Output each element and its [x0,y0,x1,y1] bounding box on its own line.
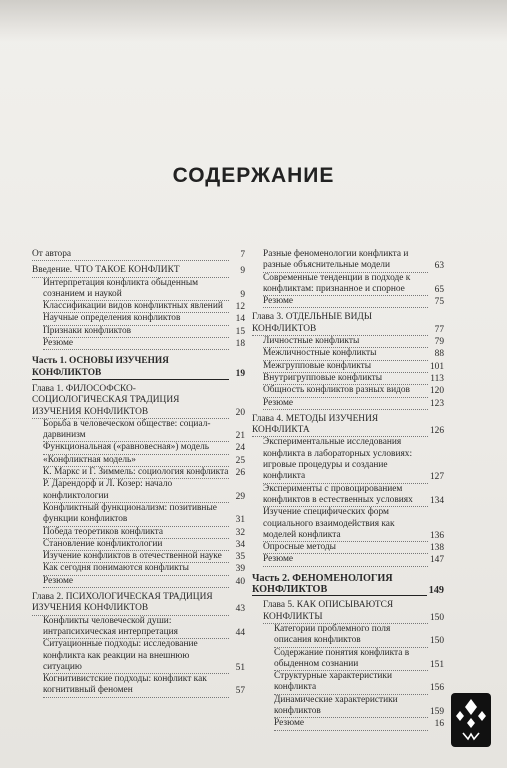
toc-entry-page: 57 [235,686,245,697]
toc-entry-title: Глава 3. ОТДЕЛЬНЫЕ ВИДЫ КОНФЛИКТОВ [252,312,428,336]
toc-entry [252,624,444,648]
toc-entry-title: Опросные методы [263,542,428,554]
toc-entry-page: 159 [429,706,444,717]
toc-entry-title: Резюме [43,576,229,588]
toc-entry-title: Изучение конфликтов в отечественной науке [43,551,229,563]
toc-entry-title: Резюме [263,296,428,308]
toc-entry-page: 147 [429,555,444,566]
toc-entry-page: 149 [428,585,444,597]
toc-entry-title: Резюме [263,398,428,410]
toc-entry-title: Динамические характеристики конфликтов [274,695,428,719]
toc-entry [32,419,245,443]
toc-entry-title: Становление конфликтологии [43,539,229,551]
toc-entry-page: 14 [235,314,245,325]
toc-entry-page: 63 [434,261,444,272]
toc-entry [252,273,444,297]
toc-entry-page: 26 [235,468,245,479]
toc-entry-title: Глава 1. ФИЛОСОФСКО-СОЦИОЛОГИЧЕСКАЯ ТРАДИЦИЯ ИЗУЧЕНИЯ КОНФЛИКТОВ [32,384,229,419]
toc-entry [32,503,245,527]
toc-entry [252,507,444,542]
toc-entry-page: 127 [429,472,444,483]
toc-entry-title: Межгрупповые конфликты [263,361,428,373]
diamond-logo-icon [451,693,491,747]
toc-entry-title: Функциональная («равновесная») модель [43,442,229,454]
toc-entry-page: 51 [235,662,245,673]
toc-entry-page: 156 [429,683,444,694]
toc-entry-page: 151 [429,659,444,670]
toc-entry [252,249,444,273]
toc-entry-title: От автора [32,249,229,261]
toc-entry [252,648,444,672]
toc-entry [32,527,245,539]
toc-entry-title: Как сегодня понимаются конфликты [43,563,229,575]
toc-entry-title: Эксперименты с провоцированием конфликтов в естественных условиях [263,484,428,508]
toc-entry [32,442,245,454]
toc-entry [252,414,444,438]
toc-entry [252,437,444,483]
toc-entry-page: 136 [429,530,444,541]
toc-entry-title: Резюме [43,338,229,350]
toc-entry [252,336,444,348]
toc-entry [252,718,444,730]
toc-entry [32,616,245,640]
toc-entry [32,639,245,674]
toc-entry-title: Научные определения конфликтов [43,313,229,325]
toc-entry [32,338,245,350]
toc-entry-title: Резюме [263,554,428,566]
toc-entry [32,479,245,503]
toc-entry [32,265,245,277]
toc-entry-title: Победа теоретиков конфликта [43,527,229,539]
toc-entry-page: 77 [434,324,444,335]
toc-entry-page: 123 [429,398,444,409]
toc-entry-page: 126 [429,426,444,437]
toc-entry-page: 16 [434,719,444,730]
toc-entry-title: Глава 4. МЕТОДЫ ИЗУЧЕНИЯ КОНФЛИКТА [252,414,428,438]
toc-entry [252,385,444,397]
toc-entry [252,373,444,385]
toc-entry-page: 31 [235,515,245,526]
toc-entry [252,542,444,554]
toc-entry-title: Ситуационные подходы: исследование конфликта как реакции на внешнюю ситуацию [43,639,229,674]
page-heading: СОДЕРЖАНИЕ [172,164,335,187]
toc-entry-title: Борьба в человеческом обществе: социал-дарвинизм [43,419,229,443]
toc-entry-title: Личностные конфликты [263,336,428,348]
toc-entry-page: 9 [240,289,245,300]
toc-entry [32,356,245,380]
toc-entry-title: Признаки конфликтов [43,326,229,338]
toc-entry-page: 9 [240,266,245,277]
toc-entry-page: 20 [235,407,245,418]
toc-entry-title: Р. Дарендорф и Л. Козер: начало конфликтологии [43,479,229,503]
toc-entry [252,600,444,624]
toc-left-column [32,249,245,698]
toc-entry [32,301,245,313]
toc-entry [252,695,444,719]
toc-entry-page: 15 [235,326,245,337]
toc-entry [32,249,245,261]
toc-entry-page: 44 [235,627,245,638]
toc-entry-title: Классификации видов конфликтных явлений [43,301,229,313]
toc-entry-page: 120 [429,386,444,397]
toc-entry-page: 12 [235,302,245,313]
toc-entry-page: 138 [429,543,444,554]
toc-entry-page: 25 [235,455,245,466]
toc-entry-title: Экспериментальные исследования конфликта в лабораторных условиях: игровые процедуры и создание конфликта [263,437,428,483]
toc-entry-title: Конфликтный функционализм: позитивные функции конфликтов [43,503,229,527]
toc-entry-title: Категории проблемного поля описания конфликтов [274,624,428,648]
toc-entry-title: Межличностные конфликты [263,348,428,360]
toc-entry-title: Резюме [274,718,428,730]
toc-entry-page: 43 [235,604,245,615]
toc-entry-page: 40 [235,576,245,587]
toc-entry [252,361,444,373]
toc-entry-page: 7 [240,250,245,260]
toc-entry [32,313,245,325]
toc-entry-page: 75 [434,297,444,308]
toc-entry-page: 32 [235,527,245,538]
toc-entry-page: 24 [235,443,245,454]
toc-entry-title: Разные феноменологии конфликта и разные объяснительные модели [263,249,428,273]
toc-entry-title: Конфликты человеческой души: интрапсихическая интерпретация [43,616,229,640]
toc-entry-title: Часть 1. ОСНОВЫ ИЗУЧЕНИЯ КОНФЛИКТОВ [32,356,229,380]
toc-entry-title: Изучение специфических форм социального взаимодействия как моделей конфликта [263,507,428,542]
toc-entry-page: 21 [235,431,245,442]
toc-entry-page: 19 [235,368,245,379]
toc-entry-page: 29 [235,491,245,502]
toc-entry-title: Когнитивистские подходы: конфликт как когнитивный феномен [43,674,229,698]
toc-entry-title: Интерпретация конфликта обыденным сознанием и наукой [43,278,229,302]
toc-entry-title: Глава 2. ПСИХОЛОГИЧЕСКАЯ ТРАДИЦИЯ ИЗУЧЕНИЯ КОНФЛИКТОВ [32,592,229,616]
toc-entry [32,384,245,419]
page-fold-shadow [0,0,507,42]
toc-entry-page: 79 [434,337,444,348]
toc-entry [252,573,444,597]
toc-entry [32,592,245,616]
toc-entry-title: «Конфликтная модель» [43,455,229,467]
toc-entry [32,455,245,467]
toc-entry-page: 88 [434,349,444,360]
toc-entry [32,326,245,338]
toc-entry [252,398,444,410]
toc-entry [32,576,245,588]
toc-entry-title: Содержание понятия конфликта в обыденном сознании [274,648,428,672]
toc-entry-title: Глава 5. КАК ОПИСЫВАЮТСЯ КОНФЛИКТЫ [263,600,428,624]
toc-entry [252,348,444,360]
toc-entry [32,551,245,563]
toc-entry-page: 101 [429,361,444,372]
toc-entry [252,484,444,508]
toc-entry-title: Введение. ЧТО ТАКОЕ КОНФЛИКТ [32,265,229,277]
toc-entry [32,563,245,575]
toc-entry-page: 113 [430,373,444,384]
toc-entry-page: 134 [429,495,444,506]
toc-entry [32,539,245,551]
toc-entry-page: 39 [235,564,245,575]
toc-entry-title: Внутригрупповые конфликты [263,373,428,385]
toc-entry-page: 35 [235,552,245,563]
toc-entry-page: 18 [235,339,245,350]
toc-entry [32,278,245,302]
toc-entry-title: К. Маркс и Г. Зиммель: социология конфликта [43,467,229,479]
toc-entry [252,671,444,695]
toc-entry [252,312,444,336]
toc-entry [32,674,245,698]
toc-entry-page: 65 [434,284,444,295]
toc-entry [252,554,444,566]
toc-entry-page: 150 [429,612,444,623]
toc-entry-title: Структурные характеристики конфликта [274,671,428,695]
toc-entry-title: Часть 2. ФЕНОМЕНОЛОГИЯ КОНФЛИКТОВ [252,573,427,597]
toc-entry [32,467,245,479]
toc-entry-page: 34 [235,539,245,550]
toc-right-column [252,249,444,731]
toc-entry-page: 150 [429,636,444,647]
toc-entry-title: Современные тенденции в подходе к конфликтам: признанное и спорное [263,273,428,297]
toc-entry-title: Общность конфликтов разных видов [263,385,428,397]
toc-entry [252,296,444,308]
